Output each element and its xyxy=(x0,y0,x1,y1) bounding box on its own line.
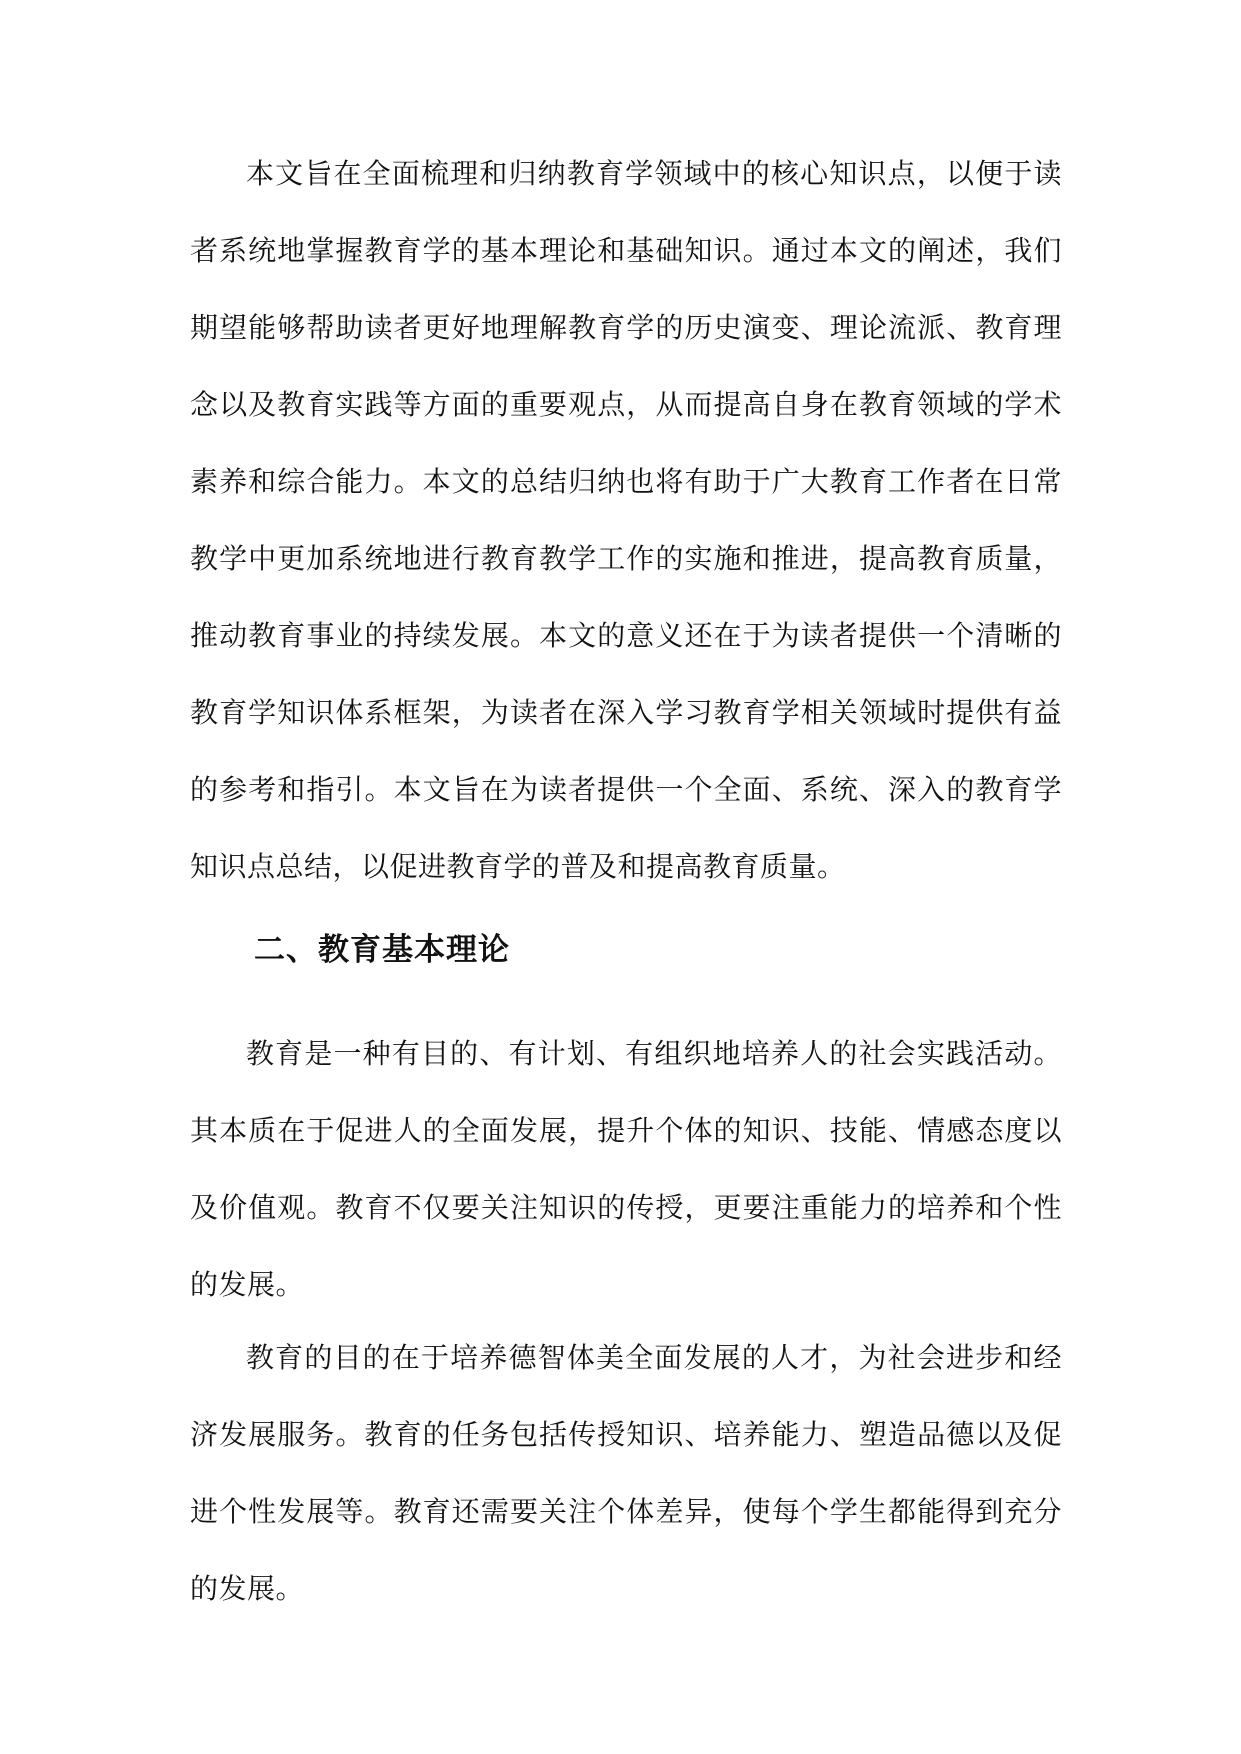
theory-paragraph-2: 教育的目的在于培养德智体美全面发展的人才，为社会进步和经济发展服务。教育的任务包括传授知识、培养能力、塑造品德以及促进个性发展等。教育还需要关注个体差异，使每个学生都能得到充分的发展。 xyxy=(190,1341,1062,1605)
intro-section xyxy=(190,135,1062,905)
theory-paragraph-1: 教育是一种有目的、有计划、有组织地培养人的社会实践活动。其本质在于促进人的全面发展，提升个体的知识、技能、情感态度以及价值观。教育不仅要关注知识的传授，更要注重能力的培养和个性的发展。 xyxy=(190,1037,1062,1301)
section-heading: 二、教育基本理论 xyxy=(254,932,510,968)
theory-section-part-1 xyxy=(190,1015,1062,1323)
intro-paragraph: 本文旨在全面梳理和归纳教育学领域中的核心知识点，以便于读者系统地掌握教育学的基本理论和基础知识。通过本文的阐述，我们期望能够帮助读者更好地理解教育学的历史演变、理论流派、教育理念以及教育实践等方面的重要观点，从而提高自身在教育领域的学术素养和综合能力。本文的总结归纳也将有助于广大教育工作者在日常教学中更加系统地进行教育教学工作的实施和推进，提高教育质量，推动教育事业的持续发展。本文的意义还在于为读者提供一个清晰的教育学知识体系框架，为读者在深入学习教育学相关领域时提供有益的参考和指引。本文旨在为读者提供一个全面、系统、深入的教育学知识点总结，以促进教育学的普及和提高教育质量。 xyxy=(190,157,1062,883)
theory-section-part-2 xyxy=(190,1319,1062,1627)
